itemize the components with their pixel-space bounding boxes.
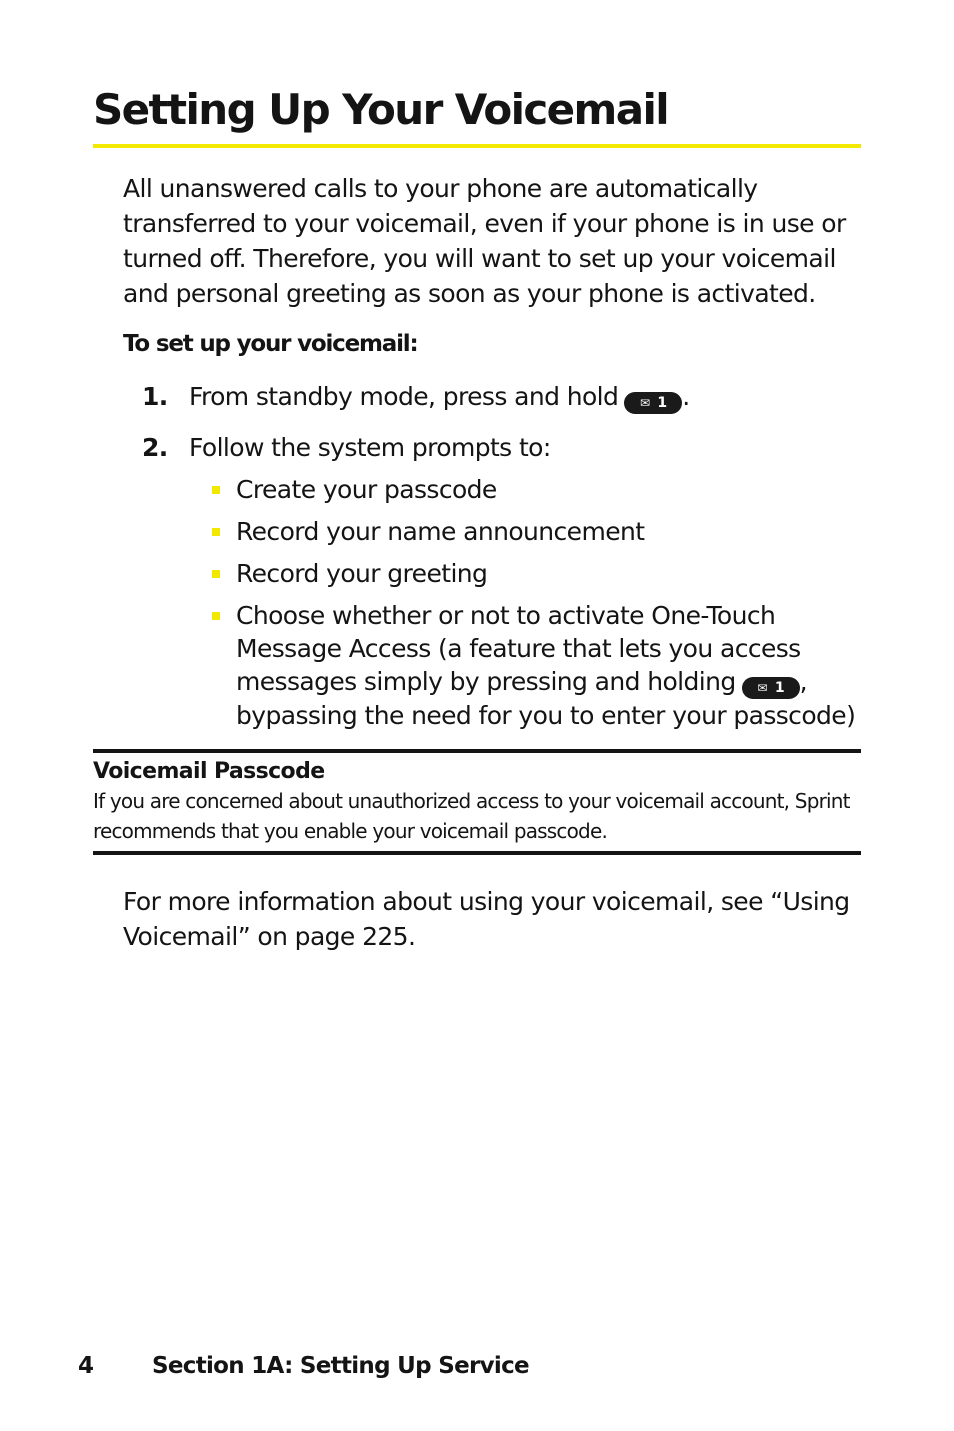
step-2 (142, 431, 551, 465)
list-item-text: Record your name announcement (236, 517, 645, 546)
more-info-paragraph: For more information about using your voicemail, see “Using Voicemail” on page 225. (123, 887, 850, 951)
step-number: 2. (142, 433, 168, 462)
step-text: From standby mode, press and hold (189, 382, 619, 411)
list-item-text: Create your passcode (236, 475, 497, 504)
voicemail-key-1 (624, 392, 682, 414)
prompt-list (212, 473, 856, 741)
note-body: If you are concerned about unauthorized access to your voicemail account, Sprint recommends that you enable your voicemail passcode. (93, 789, 850, 843)
procedure-heading: To set up your voicemail: (123, 331, 418, 357)
list-item-text: Record your greeting (236, 559, 488, 588)
step-text: Follow the system prompts to: (189, 433, 551, 462)
page-number: 4 (78, 1353, 95, 1379)
bullet-square-icon (212, 486, 220, 494)
page-title: Setting Up Your Voicemail (93, 85, 669, 134)
step-number: 1. (142, 382, 168, 411)
bullet-square-icon (212, 612, 220, 620)
envelope-icon: ✉ (757, 681, 767, 695)
title-underline (93, 144, 861, 148)
envelope-icon: ✉ (639, 396, 650, 410)
bullet-square-icon (212, 570, 220, 578)
list-item (212, 557, 852, 590)
passcode-note-box (93, 749, 861, 855)
list-item-text: Choose whether or not to activate One-Touch Message Access (a feature that lets you access messages simply by pressing and holding (236, 601, 801, 696)
key-digit: 1 (774, 680, 784, 696)
list-item (212, 599, 856, 732)
note-title: Voicemail Passcode (93, 759, 325, 784)
step-1 (142, 380, 690, 414)
list-item-text-continued: bypassing the need for you to enter your passcode) (236, 701, 856, 730)
list-item (212, 515, 852, 548)
list-item (212, 473, 852, 506)
key-digit: 1 (657, 395, 667, 411)
step-punctuation: . (682, 382, 690, 411)
voicemail-key-1 (742, 677, 800, 699)
bullet-square-icon (212, 528, 220, 536)
intro-paragraph: All unanswered calls to your phone are automatically transferred to your voicemail, even if your phone is in use or turned off. Therefore, you will want to set up your voicemail and personal greeting as soon as your phone is activated. (123, 174, 846, 308)
list-item-punctuation: , (799, 667, 808, 696)
footer-section-title: Section 1A: Setting Up Service (152, 1353, 529, 1379)
